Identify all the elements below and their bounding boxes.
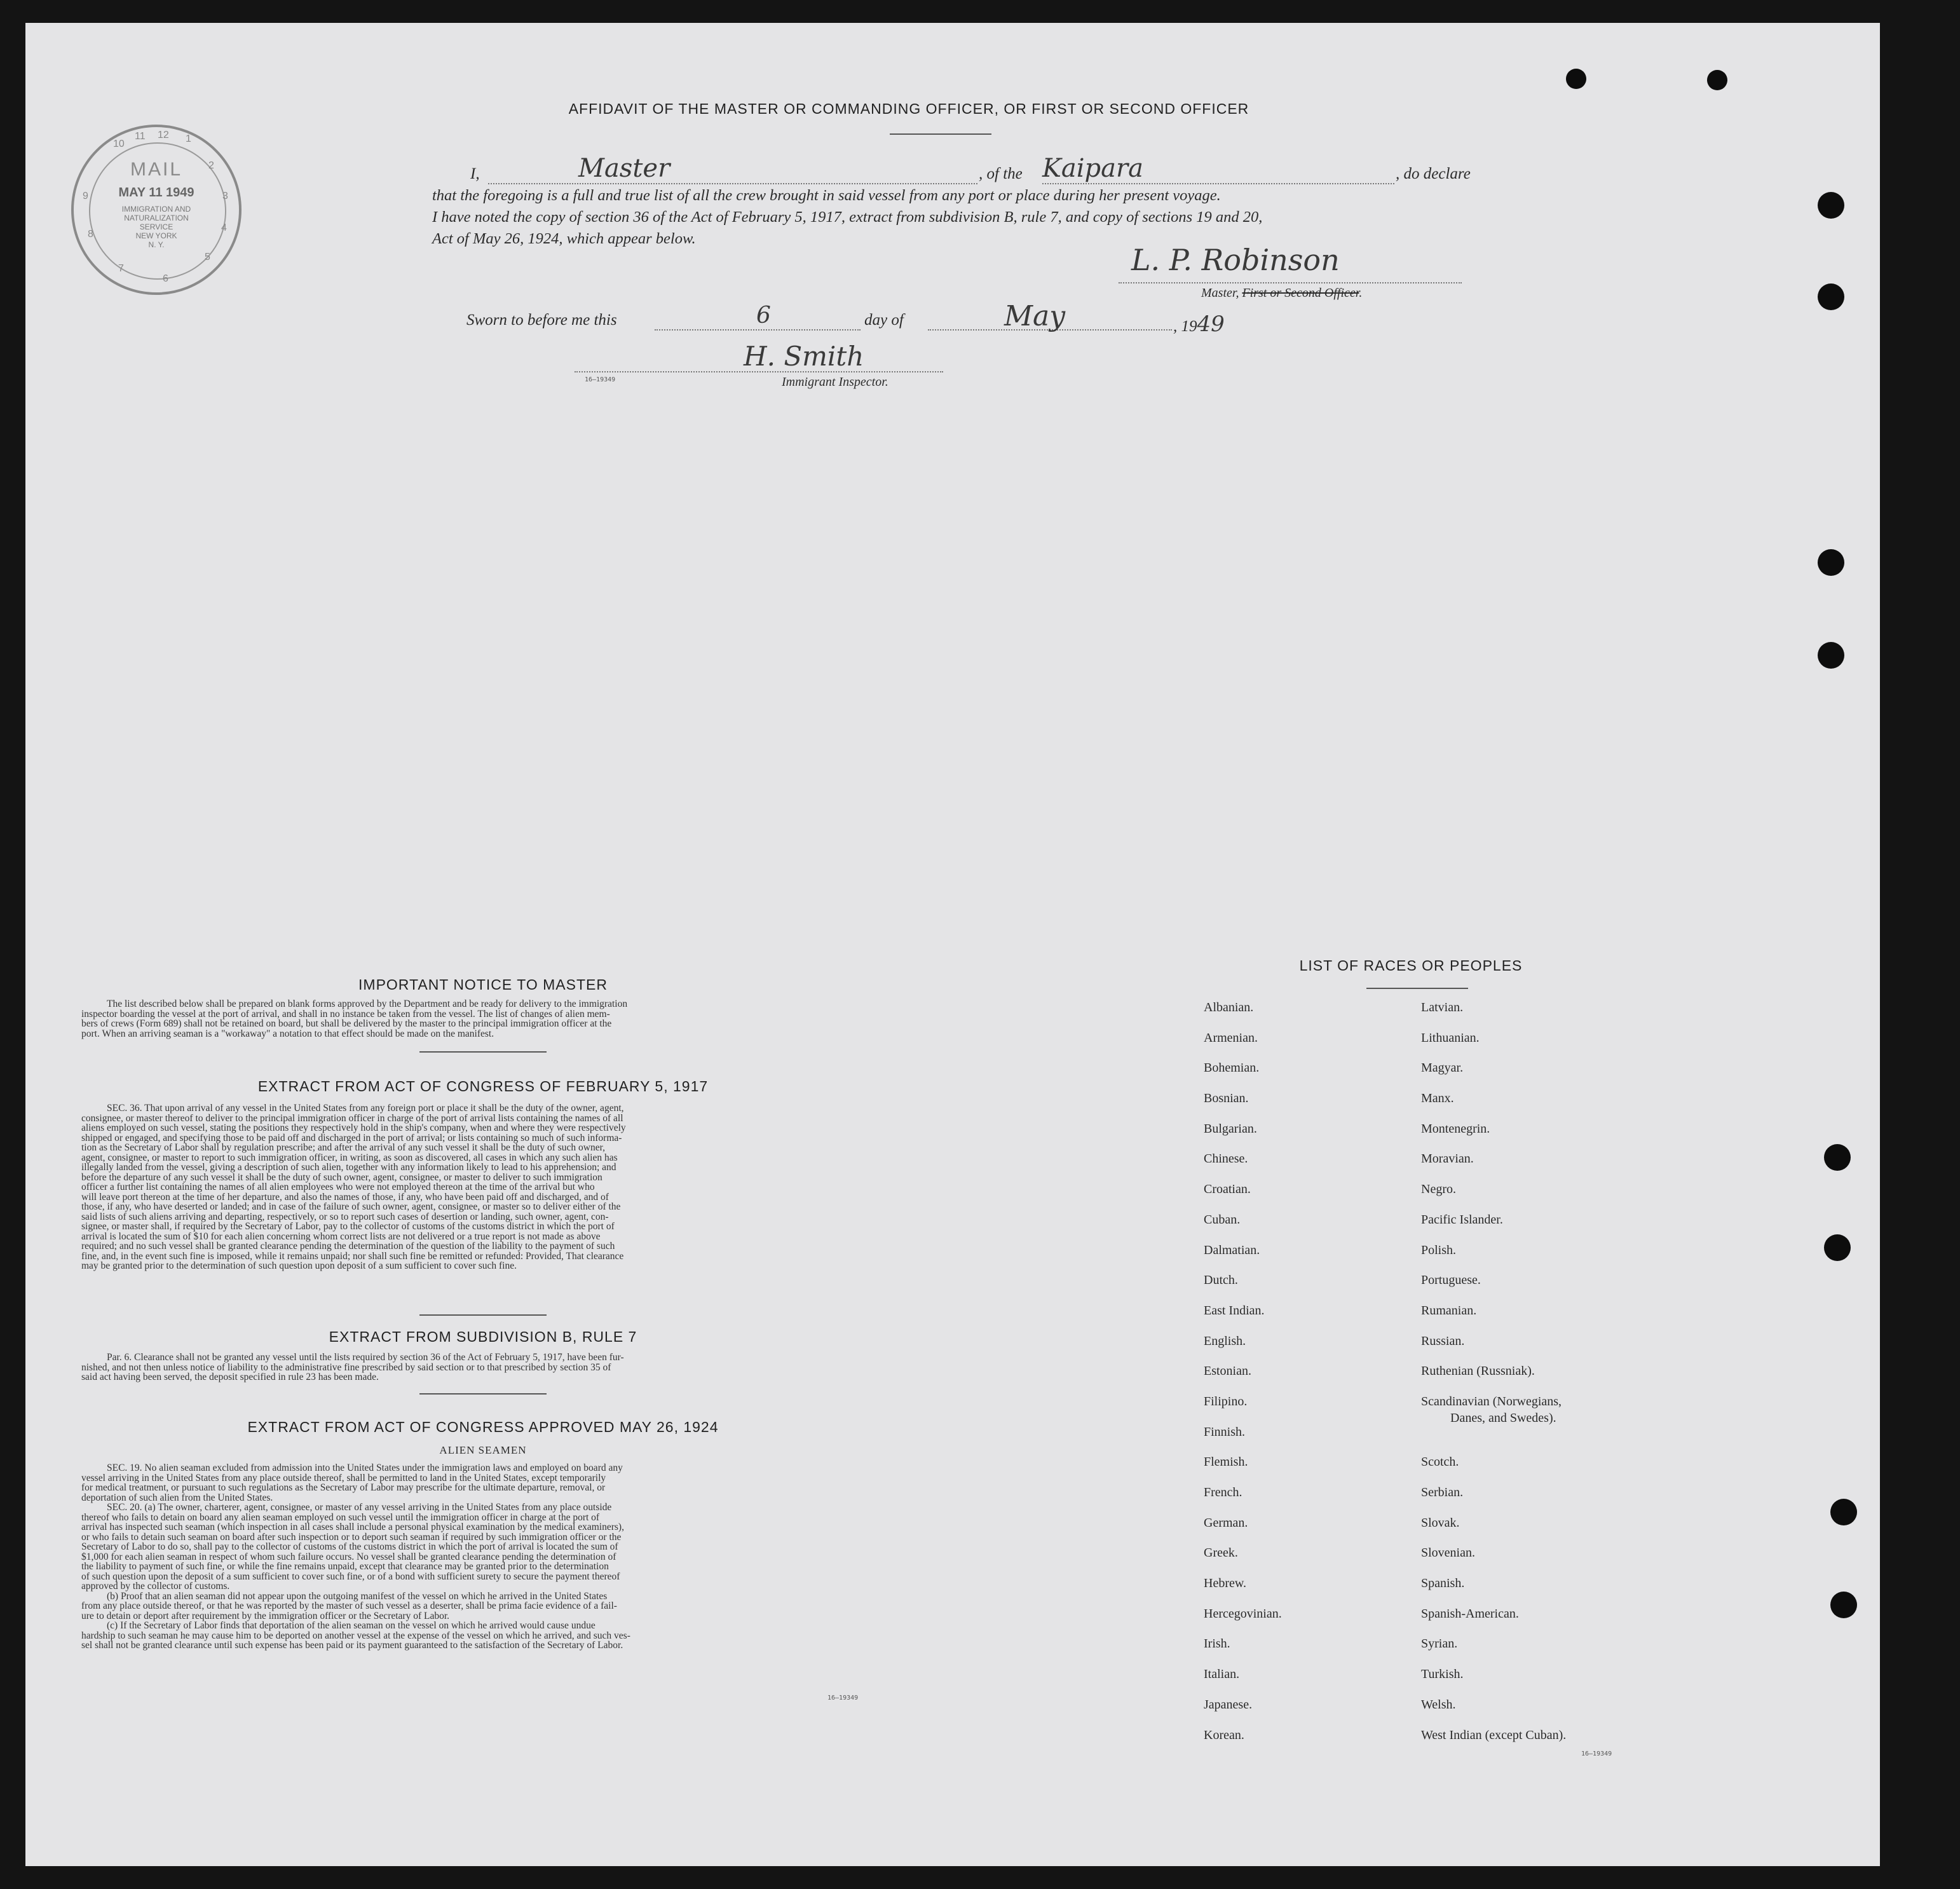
- inspector-signature: H. Smith: [744, 341, 864, 372]
- affidavit-i: I,: [470, 165, 480, 182]
- race-item: Bulgarian.: [1204, 1121, 1257, 1136]
- extract3-line: the liability to payment of such fine, or while the fine remains unpaid, except that clearance may be granted prior to the determination: [81, 1561, 609, 1572]
- race-item: Korean.: [1204, 1728, 1244, 1742]
- race-item: Russian.: [1421, 1333, 1465, 1348]
- race-item: Croatian.: [1204, 1182, 1251, 1197]
- race-item: Lithuanian.: [1421, 1030, 1480, 1045]
- stamp-number: 2: [208, 160, 214, 171]
- race-item: Welsh.: [1421, 1697, 1456, 1712]
- race-item: Spanish-American.: [1421, 1606, 1519, 1621]
- race-item: Hercegovinian.: [1204, 1606, 1282, 1621]
- races-left-column: [1204, 1000, 1394, 1758]
- extract2-line: Par. 6. Clearance shall not be granted any vessel until the lists required by section 36 of the Act of February 5, 1917, have been fur-: [107, 1352, 624, 1363]
- extract1-line: arrival is located the sum of $10 for each alien concerning whom correct lists are not delivered or a true report is not made as above: [81, 1231, 601, 1242]
- stamp-number: 11: [135, 131, 146, 142]
- race-item: Cuban.: [1204, 1212, 1241, 1227]
- extract1-line: required; and no such vessel shall be granted clearance pending the determination of the question of the liability to the payment of such: [81, 1241, 615, 1251]
- notice-line: bers of crews (Form 689) shall not be retained on board, but shall be delivered by the master to the principal immigration officer at the: [81, 1018, 612, 1029]
- race-item: Japanese.: [1204, 1697, 1253, 1712]
- extract1-line: shipped or engaged, and specifying those to be paid off and discharged in the port of arrival; or lists containing so much of such informa-: [81, 1132, 622, 1143]
- notice-title: IMPORTANT NOTICE TO MASTER: [358, 976, 608, 993]
- extract1-line: tion as the Secretary of Labor shall by regulation prescribe; and after the arrival of any such vessel it shall be the duty of such owner,: [81, 1142, 606, 1153]
- race-item: Pacific Islander.: [1421, 1212, 1503, 1227]
- extract3-line: hardship to such seaman he may cause him to be deported on another vessel at the expense of the vessel on which he arrived, and such ves-: [81, 1630, 630, 1641]
- stamp-number: 10: [113, 139, 125, 149]
- extract1-line: aliens employed on such vessel, stating the positions they respectively hold in the ship's company, when and where they were respectively: [81, 1122, 626, 1133]
- punch-hole: [1824, 1144, 1851, 1171]
- race-item: Finnish.: [1204, 1424, 1246, 1439]
- extract3-line: approved by the collector of customs.: [81, 1581, 230, 1592]
- day-of-label: day of: [864, 311, 904, 329]
- signature-line: [1119, 282, 1462, 283]
- race-item: Turkish.: [1421, 1667, 1464, 1682]
- stamp-word: MAIL: [130, 159, 183, 180]
- name-line: [488, 183, 977, 184]
- extract3-line: or who fails to detain such seaman on board after such inspection or to deport such seaman if required by such immigration officer or the: [81, 1531, 622, 1543]
- stamp-line: NATURALIZATION: [124, 214, 189, 222]
- race-item: Montenegrin.: [1421, 1121, 1490, 1136]
- race-item: Slovenian.: [1421, 1546, 1475, 1560]
- extract1-line: illegally landed from the vessel, giving a description of such alien, together with any information likely to lead to his apprehension; and: [81, 1162, 616, 1173]
- extract1-line: may be granted prior to the determination of such question upon deposit of a sum sufficient to cover such fine.: [81, 1260, 517, 1271]
- affidavit-line-3: I have noted the copy of section 36 of the Act of February 5, 1917, extract from subdivision B, rule 7, and copy of sections 19 and 20,: [432, 208, 1263, 226]
- stamp-date: MAY 11 1949: [118, 186, 194, 200]
- race-item: Scandinavian (Norwegians,: [1421, 1394, 1562, 1408]
- stamp-number: 9: [83, 191, 88, 201]
- extract3-line: vessel arriving in the United States from any place outside thereof, shall be permitted to land in the United States, except temporarily: [81, 1472, 606, 1483]
- month-name: May: [1004, 300, 1066, 332]
- day-line: [655, 329, 861, 331]
- vessel-line: [1042, 183, 1394, 184]
- mail-received-stamp: [71, 125, 242, 295]
- extract2-line: nished, and not then unless notice of liability to the administrative fine prescribed by said section or to that prescribed by section 35 of: [81, 1361, 611, 1373]
- extract1-line: agent, consignee, or master to report to such immigration officer, in writing, as soon as discovered, all cases in which any such alien has: [81, 1152, 618, 1163]
- stamp-line: IMMIGRATION AND: [121, 205, 191, 214]
- race-item: Portuguese.: [1421, 1273, 1481, 1288]
- form-number: 16—19349: [1581, 1750, 1612, 1757]
- extract3-line: for medical treatment, or pursuant to such regulations as the Secretary of Labor may prescribe for the ultimate departure, removal, or: [81, 1482, 606, 1493]
- extract3-body: [81, 1463, 888, 1651]
- punch-hole: [1818, 549, 1844, 576]
- extract3-line: (c) If the Secretary of Labor finds that deportation of the alien seaman on the vessel on which he arrived would cause undue: [107, 1620, 595, 1631]
- extract3-line: from any place outside thereof, or that he was reported by the master of such vessel as a deserter, shall be prima facie evidence of a fail-: [81, 1600, 617, 1611]
- race-item: Dalmatian.: [1204, 1243, 1260, 1257]
- year-handwritten: 49: [1197, 311, 1225, 337]
- punch-hole: [1830, 1499, 1857, 1525]
- extract1-line: signee, or master shall, if required by the Secretary of Labor, pay to the collector of customs of the customs district in which the port of: [81, 1221, 615, 1232]
- extract2-body: [81, 1353, 888, 1382]
- race-item: East Indian.: [1204, 1303, 1265, 1318]
- stamp-number: 5: [205, 252, 210, 263]
- sworn-label: Sworn to before me this: [466, 311, 617, 329]
- extract1-line: officer a further list containing the names of all alien employees who were not employed thereon at the time of the arrival but who: [81, 1182, 595, 1192]
- race-item: Dutch.: [1204, 1273, 1238, 1288]
- race-item: Scotch.: [1421, 1455, 1459, 1470]
- extract3-line: SEC. 19. No alien seaman excluded from admission into the United States under the immigration laws and employed on board any: [107, 1463, 623, 1473]
- document-page: [25, 23, 1880, 1866]
- do-declare-label: , do declare: [1396, 165, 1471, 182]
- signature-caption: [1201, 286, 1362, 301]
- race-item: Italian.: [1204, 1667, 1240, 1682]
- race-item: Armenian.: [1204, 1030, 1258, 1045]
- race-item: Irish.: [1204, 1637, 1230, 1651]
- race-item: Chinese.: [1204, 1152, 1248, 1166]
- affidavit-title: AFFIDAVIT OF THE MASTER OR COMMANDING OFFICER, OR FIRST OR SECOND OFFICER: [568, 100, 1249, 117]
- extract3-line: SEC. 20. (a) The owner, charterer, agent, consignee, or master of any vessel arriving in the United States from any place outside: [107, 1502, 612, 1513]
- race-item: Flemish.: [1204, 1455, 1248, 1470]
- extract2-line: said act having been served, the deposit specified in rule 23 has been made.: [81, 1372, 379, 1382]
- race-item: Ruthenian (Russniak).: [1421, 1364, 1535, 1379]
- race-item: Spanish.: [1421, 1576, 1465, 1591]
- race-item: Latvian.: [1421, 1000, 1464, 1014]
- extract1-line: said lists of such aliens arriving and departing, respectively, or so to report such cases of desertion or landing, such owner, agent, con-: [81, 1211, 609, 1222]
- punch-hole: [1818, 642, 1844, 669]
- vessel-name: Kaipara: [1042, 154, 1143, 183]
- punch-hole: [1566, 69, 1586, 89]
- stamp-number: 1: [186, 133, 191, 144]
- race-item: German.: [1204, 1515, 1248, 1530]
- race-item: Danes, and Swedes).: [1450, 1410, 1556, 1425]
- inspector-line: [575, 371, 943, 372]
- master-signature: L. P. Robinson: [1131, 243, 1340, 277]
- extract1-line: will leave port thereon at the time of her departure, and also the names of those, if any, who have been paid off and discharged, and of: [81, 1191, 609, 1203]
- race-item: Rumanian.: [1421, 1303, 1477, 1318]
- race-item: Negro.: [1421, 1182, 1456, 1197]
- extract3-title: EXTRACT FROM ACT OF CONGRESS APPROVED MAY 26, 1924: [247, 1419, 719, 1435]
- extract3-line: (b) Proof that an alien seaman did not appear upon the outgoing manifest of the vessel on which he arrived in the United States: [107, 1590, 608, 1602]
- caption-struck: First or Second Officer: [1242, 286, 1359, 300]
- stamp-number: 6: [163, 273, 168, 284]
- notice-line: The list described below shall be prepared on blank forms approved by the Department and be ready for delivery to the immigration: [107, 999, 628, 1009]
- stamp-number: 8: [88, 229, 93, 240]
- punch-hole: [1830, 1592, 1857, 1618]
- race-item: Hebrew.: [1204, 1576, 1247, 1591]
- extract3-line: sel shall not be granted clearance until such expense has been paid or its payment guaranteed to the satisfaction of the Secretary of Labor.: [81, 1640, 623, 1651]
- extract1-line: SEC. 36. That upon arrival of any vessel in the United States from any foreign port or place it shall be the duty of the owner, agent,: [107, 1103, 624, 1114]
- year-prefix: , 19: [1173, 318, 1197, 335]
- section-rule: [419, 1393, 547, 1395]
- punch-hole: [1818, 192, 1844, 219]
- stamp-number: 3: [222, 191, 228, 201]
- extract3-line: arrival has inspected such seaman (which inspection in all cases shall include a personal physical examination by the medical examiners),: [81, 1522, 624, 1532]
- race-item: Polish.: [1421, 1243, 1457, 1257]
- extract1-body: [81, 1103, 888, 1271]
- day-number: 6: [756, 303, 771, 329]
- race-item: Albanian.: [1204, 1000, 1254, 1014]
- extract1-title: EXTRACT FROM ACT OF CONGRESS OF FEBRUARY 5, 1917: [257, 1078, 709, 1095]
- races-title: LIST OF RACES OR PEOPLES: [1299, 957, 1523, 974]
- extract1-line: fine, and, in the event such fine is imposed, while it remains unpaid; nor shall such fine be remitted or refunded: Provided, That clearance: [81, 1250, 624, 1262]
- notice-body: [81, 999, 888, 1039]
- section-rule: [419, 1051, 547, 1053]
- race-item: English.: [1204, 1333, 1246, 1348]
- punch-hole: [1824, 1234, 1851, 1261]
- caption-period: .: [1359, 286, 1363, 300]
- race-item: French.: [1204, 1485, 1242, 1499]
- of-the-label: , of the: [979, 165, 1023, 182]
- extract1-line: before the departure of any such vessel it shall be the duty of such owner, agent, consignee, or master to deliver to such immigration: [81, 1171, 602, 1183]
- caption-master: Master,: [1201, 286, 1239, 300]
- extract1-line: consignee, or master thereof to deliver to the principal immigration officer in charge of the port of arrival lists containing the names of all: [81, 1112, 623, 1124]
- extract3-line: of such question upon the deposit of a sum sufficient to cover such fine, or of a bond with sufficient surety to secure the payment thereof: [81, 1571, 620, 1582]
- master-name: Master: [578, 154, 670, 183]
- race-item: Manx.: [1421, 1091, 1454, 1106]
- race-item: Greek.: [1204, 1546, 1238, 1560]
- inspector-label: Immigrant Inspector.: [782, 375, 888, 389]
- stamp-number: 4: [221, 222, 227, 233]
- extract3-subtitle: ALIEN SEAMEN: [439, 1444, 527, 1456]
- extract3-line: deportation of such alien from the United States.: [81, 1492, 273, 1503]
- races-right-column: [1421, 1000, 1688, 1758]
- races-title-rule: [1366, 988, 1468, 989]
- year-label: [1173, 311, 1225, 337]
- notice-line: inspector boarding the vessel at the port of arrival, and shall in no instance be taken from the vessel. The list of changes of alien mem-: [81, 1008, 610, 1020]
- stamp-number: 12: [158, 130, 169, 140]
- race-item: Slovak.: [1421, 1515, 1460, 1530]
- stamp-line: SERVICE: [139, 222, 174, 231]
- form-number: 16—19349: [827, 1695, 859, 1701]
- race-item: Serbian.: [1421, 1485, 1464, 1500]
- race-item: Syrian.: [1421, 1637, 1458, 1651]
- stamp-line: NEW YORK: [135, 231, 177, 240]
- extract3-line: ure to detain or deport after requirement by the immigration officer or the Secretary of Labor.: [81, 1610, 450, 1621]
- stamp-line: N. Y.: [148, 240, 165, 249]
- race-item: West Indian (except Cuban).: [1421, 1728, 1567, 1742]
- race-item: Moravian.: [1421, 1152, 1474, 1166]
- stamp-hour-numbers: [74, 127, 239, 292]
- section-rule: [419, 1314, 547, 1316]
- race-item: Bohemian.: [1204, 1061, 1260, 1075]
- race-item: Estonian.: [1204, 1364, 1251, 1379]
- extract3-line: Secretary of Labor to do so, shall pay to the collector of customs of the customs district in which the port of arrival is located the sum of: [81, 1541, 618, 1552]
- race-item: Bosnian.: [1204, 1091, 1249, 1106]
- stamp-number: 7: [118, 263, 124, 274]
- race-item: Filipino.: [1204, 1394, 1248, 1408]
- affidavit-line-2: that the foregoing is a full and true list of all the crew brought in said vessel from any port or place during her present voyage.: [432, 187, 1221, 204]
- extract3-line: $1,000 for each alien seaman in respect of whom such failure occurs. No vessel shall be granted clearance pending the determination of: [81, 1551, 616, 1562]
- extract3-line: thereof who fails to detain on board any alien seaman employed on such vessel until the immigration officer in charge at the port of: [81, 1511, 600, 1523]
- form-number: 16—19349: [585, 376, 616, 383]
- title-rule: [890, 133, 991, 135]
- race-item: Magyar.: [1421, 1061, 1464, 1075]
- notice-line: port. When an arriving seaman is a "workaway" a notation to that effect should be made on the manifest.: [81, 1028, 494, 1039]
- punch-hole: [1707, 70, 1727, 90]
- affidavit-line-4: Act of May 26, 1924, which appear below.: [432, 230, 696, 247]
- punch-hole: [1818, 283, 1844, 310]
- extract2-title: EXTRACT FROM SUBDIVISION B, RULE 7: [329, 1328, 637, 1345]
- extract1-line: those, if any, who have deserted or landed; and in case of the failure of such owner, agent, consignee, or master so to deliver either of the: [81, 1201, 621, 1212]
